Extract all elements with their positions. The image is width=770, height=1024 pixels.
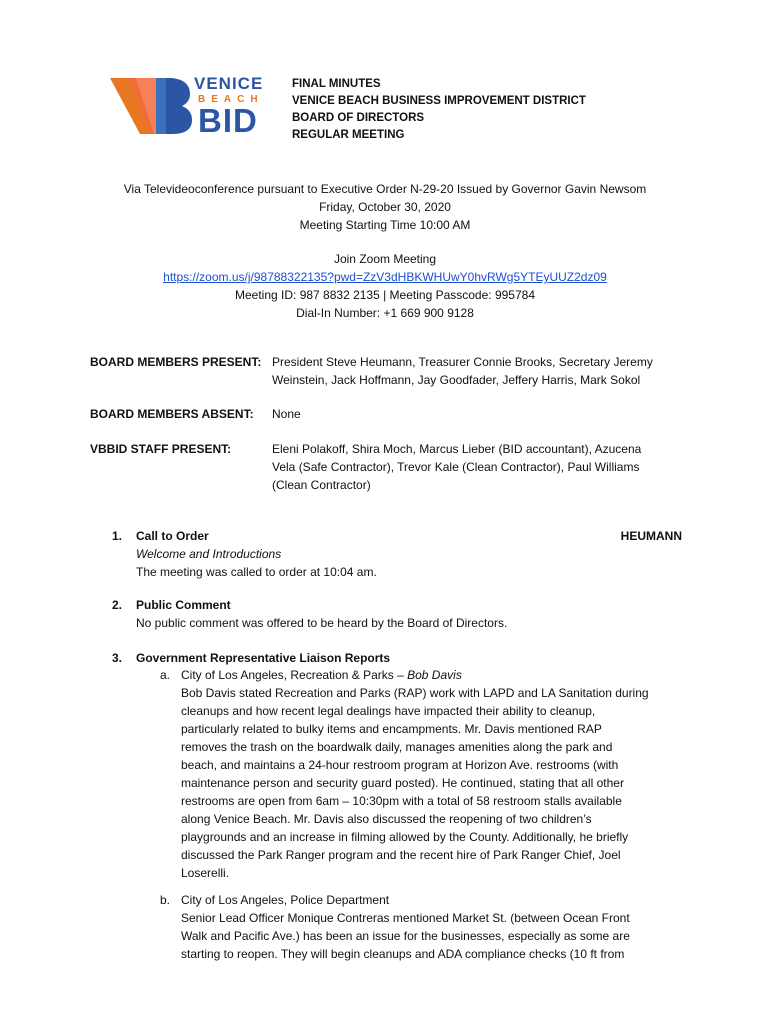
item-body — [136, 649, 682, 667]
agenda-item-call-to-order — [112, 527, 682, 581]
staff-present-line: (Clean Contractor) — [272, 478, 371, 492]
subitem-line: removes the trash on the boardwalk daily, manages amenities along the park and — [181, 740, 613, 754]
subitem-body — [181, 891, 671, 963]
board-present-label: BOARD MEMBERS PRESENT: — [90, 355, 262, 369]
logo-v-mark-icon — [110, 74, 194, 138]
item-number: 2. — [112, 598, 123, 612]
subitem-line: Loserelli. — [181, 866, 230, 880]
item-text: The meeting was called to order at 10:04 am. — [136, 565, 377, 579]
subitem-line: maintenance person and security guard posted). He continued, stating that all other — [181, 776, 624, 790]
meeting-start-time: Meeting Starting Time 10:00 AM — [299, 218, 471, 232]
subitem-line: beach, and maintains a 24-hour restroom program at Horizon Ave. restrooms (with — [181, 758, 619, 772]
item-body — [136, 596, 682, 632]
header-line-board: BOARD OF DIRECTORS — [292, 112, 425, 124]
staff-present-line: Vela (Safe Contractor), Trevor Kale (Clean Contractor), Paul Williams — [272, 460, 640, 474]
subitem-heading-text: City of Los Angeles, Recreation & Parks – — [181, 668, 408, 682]
item-title: Government Representative Liaison Reports — [136, 651, 391, 665]
zoom-join-label: Join Zoom Meeting — [333, 252, 437, 266]
zoom-info — [0, 250, 770, 322]
agenda-item-government-liaison — [112, 649, 682, 667]
meeting-info — [0, 180, 770, 234]
zoom-dial-in: Dial-In Number: +1 669 900 9128 — [296, 306, 474, 320]
subitem-line: discussed the Park Ranger program and the recent hire of Park Ranger Chief, Joel — [181, 848, 621, 862]
item-presenter: HEUMANN — [620, 529, 682, 543]
subitem-line: particularly related to bulky items and encampments. Mr. Davis mentioned RAP — [181, 722, 602, 736]
zoom-meeting-ids: Meeting ID: 987 8832 2135 | Meeting Passcode: 995784 — [235, 288, 535, 302]
subitem-line: starting to reopen. They will begin cleanups and ADA compliance checks (10 ft from — [181, 947, 625, 961]
item-text: No public comment was offered to be heard by the Board of Directors. — [136, 616, 508, 630]
staff-present-label: VBBID STAFF PRESENT: — [90, 442, 232, 456]
item-body — [136, 527, 682, 581]
subitem-line: along Venice Beach. Mr. Davis also discussed the reopening of two children’s — [181, 812, 592, 826]
header-line-meeting-type: REGULAR MEETING — [292, 129, 405, 141]
agenda-item-public-comment — [112, 596, 682, 632]
zoom-link[interactable]: https://zoom.us/j/98788322135?pwd=ZzV3dHBKWHUwY0hvRWg5YTEyUUZ2dz09 — [163, 270, 607, 284]
document-header — [292, 76, 586, 144]
meeting-via: Via Televideoconference pursuant to Executive Order N-29-20 Issued by Governor Gavin Newsom — [123, 182, 647, 196]
board-absent-value: None — [272, 407, 301, 421]
item-subtitle: Welcome and Introductions — [136, 547, 282, 561]
subitem-recreation-parks — [160, 666, 670, 882]
staff-present-value — [272, 440, 672, 494]
item-number: 1. — [112, 529, 123, 543]
board-present-value — [272, 353, 672, 389]
meeting-date: Friday, October 30, 2020 — [319, 200, 451, 214]
subitem-letter: b. — [160, 893, 171, 907]
subitem-body — [181, 666, 671, 882]
logo-text-beach: BEACH — [198, 94, 264, 105]
logo-text-venice: VENICE — [194, 74, 264, 93]
subitem-line: Senior Lead Officer Monique Contreras mentioned Market St. (between Ocean Front — [181, 911, 630, 925]
subitem-line: cleanups and how recent legal dealings have impacted their ability to cleanup, — [181, 704, 596, 718]
board-present-line: President Steve Heumann, Treasurer Connie Brooks, Secretary Jeremy — [272, 355, 653, 369]
header-line-final-minutes: FINAL MINUTES — [292, 78, 381, 90]
item-title: Call to Order — [136, 529, 209, 543]
subitem-line: restrooms are open from 6am – 10:30pm with a total of 58 restroom stalls available — [181, 794, 622, 808]
subitem-police-department — [160, 891, 670, 963]
header-line-organization: VENICE BEACH BUSINESS IMPROVEMENT DISTRICT — [292, 95, 586, 107]
staff-present-line: Eleni Polakoff, Shira Moch, Marcus Lieber (BID accountant), Azucena — [272, 442, 642, 456]
subitem-line: Bob Davis stated Recreation and Parks (RAP) work with LAPD and LA Sanitation during — [181, 686, 649, 700]
subitem-line: playgrounds and an increase in filming allowed by the County. Additionally, he briefly — [181, 830, 629, 844]
board-present-line: Weinstein, Jack Hoffmann, Jay Goodfader, Jeffery Harris, Mark Sokol — [272, 373, 641, 387]
subitem-letter: a. — [160, 668, 171, 682]
subitem-heading — [181, 666, 671, 684]
subitem-line: Walk and Pacific Ave.) has been an issue for the businesses, especially as some are — [181, 929, 630, 943]
logo-text-bid: BID — [198, 102, 258, 139]
venice-beach-bid-logo — [110, 74, 270, 140]
subitem-heading-person: Bob Davis — [407, 668, 462, 682]
item-number: 3. — [112, 651, 123, 665]
board-absent-label: BOARD MEMBERS ABSENT: — [90, 407, 254, 421]
subitem-heading: City of Los Angeles, Police Department — [181, 893, 390, 907]
item-title: Public Comment — [136, 598, 231, 612]
